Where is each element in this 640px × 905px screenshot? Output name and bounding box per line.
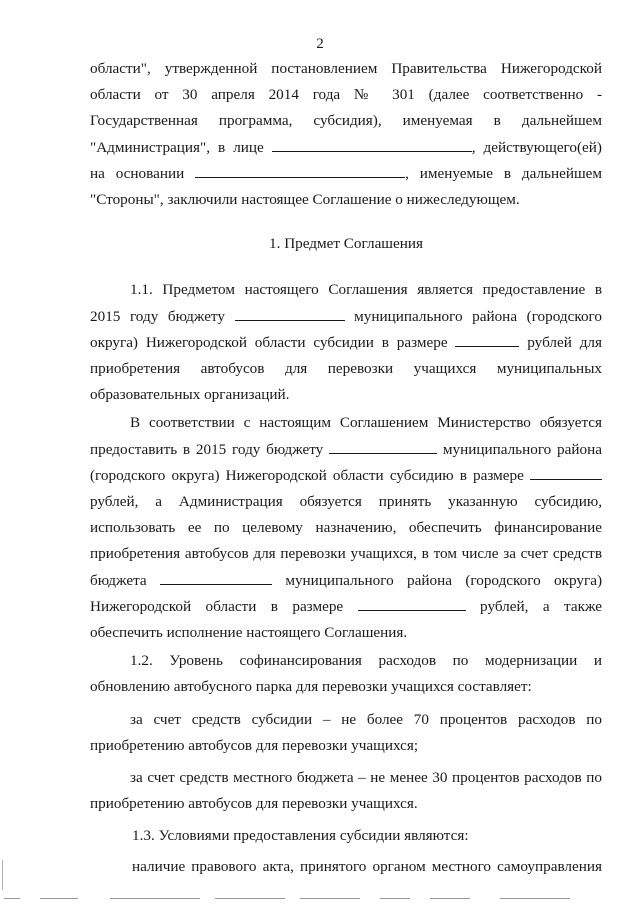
text-line: области", утвержденной постановлением Правительства Нижегородской: [90, 60, 602, 77]
text-line: [90, 463, 602, 489]
text-line: [90, 161, 602, 187]
blank-field: [358, 596, 466, 611]
text-line: использовать ее по целевому назначению, обеспечить финансирование: [90, 519, 602, 537]
text-line: образовательных организаций.: [90, 386, 290, 404]
paragraph-1-1: [90, 277, 602, 408]
text-line: 1.2. Уровень софинансирования расходов по модернизации и: [130, 652, 602, 670]
text-fragment: Нижегородской области в размере: [90, 597, 344, 615]
document-body: [90, 56, 602, 880]
text-line: рублей, а Администрация обязуется принять указанную субсидию,: [90, 493, 602, 511]
text-fragment: округа) Нижегородской области субсидии в размере: [90, 333, 448, 351]
paragraph-obligations: [90, 410, 602, 646]
text-line: за счет средств субсидии – не более 70 процентов расходов по: [130, 710, 602, 728]
blank-field: [329, 439, 437, 454]
text-fragment: , действующего(ей): [471, 138, 602, 156]
text-line: [90, 135, 602, 161]
blank-field: [235, 306, 345, 321]
paragraph-1-3-a: [90, 854, 602, 880]
text-fragment: муниципального района: [442, 440, 602, 458]
scan-artifact-bottom: [0, 891, 640, 905]
text-fragment: муниципального района (городского округа): [285, 571, 603, 589]
text-line: Государственная программа, субсидия), именуемая в дальнейшем: [90, 112, 602, 130]
blank-field: [195, 163, 405, 178]
scan-artifact: [2, 860, 3, 890]
text-fragment: на основании: [90, 164, 185, 182]
text-line: [90, 568, 602, 594]
blank-field: [455, 332, 519, 347]
blank-field: [530, 465, 602, 480]
text-line: 1.1. Предметом настоящего Соглашения является предоставление в: [130, 281, 602, 299]
section-heading: 1. Предмет Соглашения: [269, 235, 423, 253]
text-line: приобретения автобусов для перевозки учащихся, в том числе за счет средств: [90, 545, 602, 563]
page-number: 2: [316, 36, 324, 52]
text-fragment: (городского округа) Нижегородской области субсидию в размере: [90, 466, 524, 484]
paragraph-1-2-b: [90, 765, 602, 817]
paragraph-1-3: [90, 823, 602, 849]
text-fragment: рублей, а также: [480, 597, 603, 615]
text-fragment: предоставить в 2015 году бюджету: [90, 440, 324, 458]
text-line: В соответствии с настоящим Соглашением Министерство обязуется: [130, 414, 602, 432]
text-line: [90, 437, 602, 463]
text-fragment: , именуемые в дальнейшем: [405, 164, 602, 182]
intro-paragraph: [90, 56, 602, 213]
text-line: за счет средств местного бюджета – не менее 30 процентов расходов по: [130, 769, 602, 787]
text-line: [90, 594, 602, 620]
text-line: приобретению автобусов для перевозки учащихся;: [90, 736, 419, 754]
paragraph-1-2: [90, 648, 602, 700]
text-fragment: муниципального района (городского: [354, 307, 603, 325]
text-fragment: бюджета: [90, 571, 147, 589]
text-line: "Стороны", заключили настоящее Соглашение о нижеследующем.: [90, 191, 520, 209]
text-fragment: 2015 году бюджету: [90, 307, 225, 325]
text-line: 1.3. Условиями предоставления субсидии являются:: [132, 827, 469, 845]
text-line: обеспечить исполнение настоящего Соглашения.: [90, 624, 408, 642]
text-line: [90, 304, 602, 330]
text-fragment: рублей для: [527, 333, 602, 351]
text-line: [90, 330, 602, 356]
text-line: обновлению автобусного парка для перевозки учащихся составляет:: [90, 678, 532, 696]
text-line: приобретению автобусов для перевозки учащихся.: [90, 795, 418, 813]
text-line: приобретения автобусов для перевозки учащихся муниципальных: [90, 360, 602, 378]
text-fragment: "Администрация", в лице: [90, 138, 264, 156]
text-line: наличие правового акта, принятого органом местного самоуправления: [132, 857, 602, 875]
blank-field: [272, 137, 472, 152]
paragraph-1-2-a: [90, 707, 602, 759]
blank-field: [160, 570, 272, 585]
text-line: области от 30 апреля 2014 года № 301 (далее соответственно -: [90, 86, 602, 104]
